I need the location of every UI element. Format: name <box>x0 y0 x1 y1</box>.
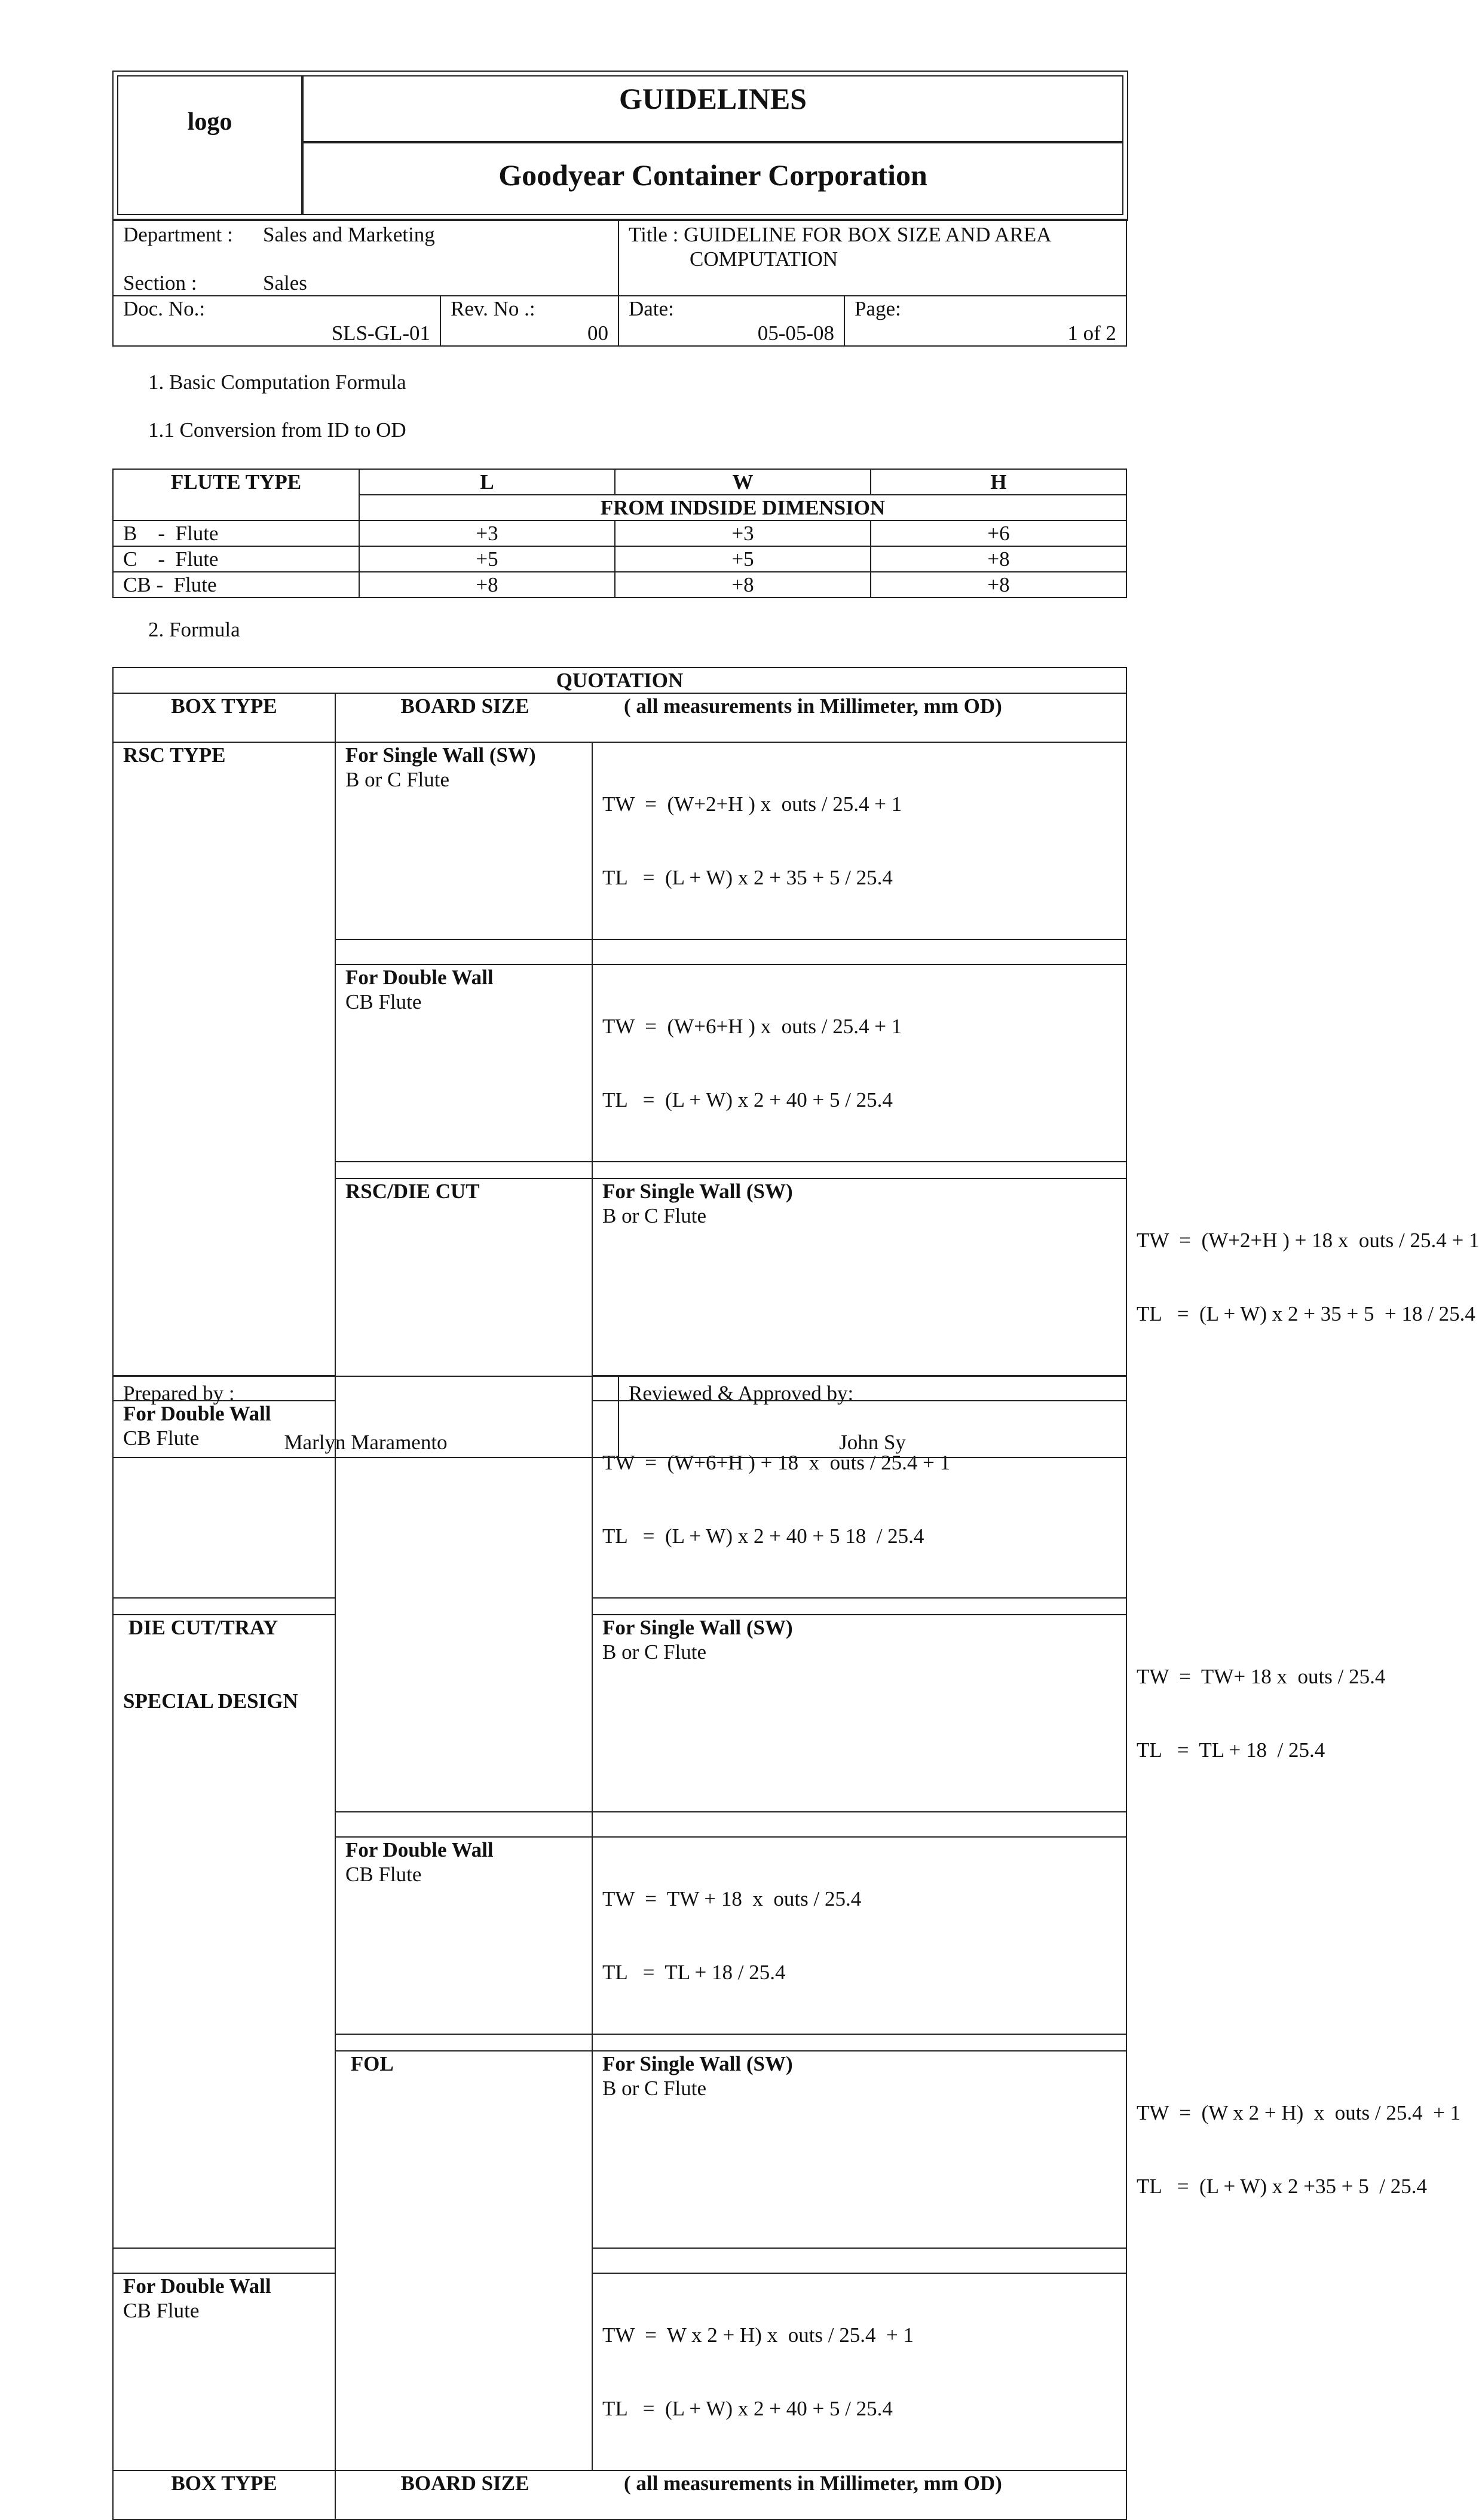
flute-type-cell: C - Flute <box>113 546 359 572</box>
heading-cell <box>302 75 1123 142</box>
tl-formula: TL = (L + W) x 2 + 40 + 5 / 25.4 <box>602 2397 893 2420</box>
double-wall-flute: CB Flute <box>345 1863 422 1886</box>
box-type-cell <box>335 1178 592 1812</box>
single-wall-flute: B or C Flute <box>602 1204 707 1227</box>
title-line1: Title : GUIDELINE FOR BOX SIZE AND AREA <box>629 223 1052 246</box>
table-row: DIE CUT/TRAY SPECIAL DESIGN For Single Wall (SW) B or C Flute TW = TW+ 18 x outs / 25.4 TL = TL + 18 / 25.4 <box>113 1615 1126 1812</box>
department-value: Sales and Marketing <box>263 223 435 246</box>
flute-type-header: FLUTE TYPE <box>113 469 359 520</box>
double-wall-label: For Double Wall <box>345 1838 494 1861</box>
flute-type-cell: CB - Flute <box>113 572 359 598</box>
single-wall-cell <box>335 742 592 939</box>
double-wall-formula-cell <box>592 1837 1126 2034</box>
date-value: 05-05-08 <box>757 321 834 345</box>
box-type-header: BOX TYPE <box>113 693 335 742</box>
h-header: H <box>871 469 1126 495</box>
single-wall-label: For Single Wall (SW) <box>602 2052 793 2075</box>
single-wall-cell <box>592 1615 1126 1812</box>
prepared-by-label: Prepared by : <box>123 1382 235 1405</box>
box-type-label-secondary: SPECIAL DESIGN <box>123 1689 298 1713</box>
board-size-header: BOARD SIZE <box>400 694 529 718</box>
single-wall-flute: B or C Flute <box>345 768 450 791</box>
double-wall-cell <box>335 1837 592 2034</box>
double-wall-label: For Double Wall <box>123 1402 271 1425</box>
single-wall-cell <box>592 2051 1126 2248</box>
doc-no-cell <box>113 296 440 346</box>
w-value-cell: +5 <box>615 546 871 572</box>
tw-formula: TW = TW + 18 x outs / 25.4 <box>602 1887 862 1910</box>
l-header: L <box>359 469 615 495</box>
document-info-table <box>112 219 1127 347</box>
box-type-label: RSC TYPE <box>123 743 226 767</box>
l-value-cell: +8 <box>359 572 615 598</box>
board-size-header-cell <box>335 693 1126 742</box>
tl-formula: TL = TL + 18 / 25.4 <box>602 1961 786 1984</box>
spacer-row <box>113 1598 1126 1615</box>
double-wall-formula-cell <box>592 2273 1126 2470</box>
table-row: RSC/DIE CUT For Single Wall (SW) B or C Flute TW = (W+2+H ) + 18 x outs / 25.4 + 1 TL = (L + W) x 2 + 35 + 5 + 18 / 25.4 <box>113 1178 1126 1376</box>
tw-formula: TW = (W+2+H ) x outs / 25.4 + 1 <box>602 792 902 816</box>
section-value: Sales <box>263 271 307 295</box>
footer-board-size-cell <box>335 2470 1126 2519</box>
single-wall-formula-cell <box>592 742 1126 939</box>
table-row <box>113 520 1126 546</box>
spacer-row <box>113 2248 1126 2273</box>
logo-placeholder <box>117 75 302 215</box>
double-wall-label: For Double Wall <box>345 966 494 989</box>
l-value-cell: +5 <box>359 546 615 572</box>
tl-formula: TL = (L + W) x 2 + 35 + 5 / 25.4 <box>602 866 893 889</box>
tw-formula: TW = W x 2 + H) x outs / 25.4 + 1 <box>602 2323 914 2347</box>
table-row <box>113 572 1126 598</box>
company-name: Goodyear Container Corporation <box>498 158 927 192</box>
tl-formula: TL = (L + W) x 2 + 40 + 5 18 / 25.4 <box>602 1524 924 1548</box>
tw-formula: TW = (W+6+H ) x outs / 25.4 + 1 <box>602 1015 902 1038</box>
approved-by-name: John Sy <box>839 1431 906 1454</box>
quotation-table <box>112 667 1479 2520</box>
footer-board-size-header: BOARD SIZE <box>400 2472 529 2495</box>
h-value-cell: +6 <box>871 520 1126 546</box>
approved-by-label: Reviewed & Approved by: <box>629 1382 854 1405</box>
box-type-cell <box>113 742 335 1376</box>
single-wall-cell <box>592 1178 1126 1376</box>
single-wall-flute: B or C Flute <box>602 1640 707 1664</box>
page-label: Page: <box>855 297 901 320</box>
title-line2: COMPUTATION <box>690 247 838 271</box>
page-cell <box>844 296 1126 346</box>
flute-type-cell: B - Flute <box>113 520 359 546</box>
single-wall-flute: B or C Flute <box>602 2077 707 2100</box>
table-row <box>113 546 1126 572</box>
signature-table <box>112 1376 1127 1458</box>
rev-no-cell <box>440 296 618 346</box>
page-value: 1 of 2 <box>1067 321 1116 345</box>
double-wall-flute: CB Flute <box>123 2299 200 2322</box>
box-type-label: RSC/DIE CUT <box>345 1180 480 1203</box>
box-type-label: FOL <box>345 2052 394 2075</box>
rev-no-label: Rev. No .: <box>451 297 535 320</box>
single-wall-label: For Single Wall (SW) <box>602 1180 793 1203</box>
rev-no-value: 00 <box>587 321 608 345</box>
logo-text: logo <box>187 108 232 136</box>
footer-measurement-note: ( all measurements in Millimeter, mm OD) <box>624 2472 1002 2495</box>
h-value-cell: +8 <box>871 546 1126 572</box>
doc-no-value: SLS-GL-01 <box>331 321 430 345</box>
box-type-cell <box>113 1615 335 2248</box>
table-row <box>113 742 1126 939</box>
section-label: Section : <box>123 271 197 295</box>
double-wall-label: For Double Wall <box>123 2274 271 2298</box>
section-heading-2: 2. Formula <box>148 618 240 641</box>
table-row <box>113 2273 1126 2470</box>
date-label: Date: <box>629 297 674 320</box>
footer-box-type-header: BOX TYPE <box>113 2470 335 2519</box>
inside-dimension-subheader: FROM INDSIDE DIMENSION <box>359 495 1126 520</box>
l-value-cell: +3 <box>359 520 615 546</box>
department-label: Department : <box>123 223 233 246</box>
document-header <box>112 71 1128 221</box>
h-value-cell: +8 <box>871 572 1126 598</box>
box-type-label: DIE CUT/TRAY <box>123 1616 278 1639</box>
table-row: FOL For Single Wall (SW) B or C Flute TW = (W x 2 + H) x outs / 25.4 + 1 TL = (L + W) x 2 +35 + 5 / 25.4 <box>113 2051 1126 2248</box>
document-heading: GUIDELINES <box>619 82 807 115</box>
double-wall-flute: CB Flute <box>345 990 422 1013</box>
tw-formula: TW = (W+6+H ) + 18 x outs / 25.4 + 1 <box>602 1451 951 1474</box>
tl-formula: TL = (L + W) x 2 + 40 + 5 / 25.4 <box>602 1088 893 1112</box>
company-cell <box>302 142 1123 215</box>
approved-by-cell <box>618 1376 1126 1458</box>
double-wall-flute: CB Flute <box>123 1426 200 1450</box>
single-wall-label: For Single Wall (SW) <box>602 1616 793 1639</box>
w-header: W <box>615 469 871 495</box>
double-wall-cell <box>335 964 592 1162</box>
prepared-by-cell <box>113 1376 618 1458</box>
w-value-cell: +3 <box>615 520 871 546</box>
flute-conversion-table <box>112 469 1127 598</box>
date-cell <box>618 296 844 346</box>
quotation-title: QUOTATION <box>113 667 1126 693</box>
double-wall-cell <box>113 2273 335 2470</box>
prepared-by-name: Marlyn Maramento <box>284 1431 448 1454</box>
section-heading-1: 1. Basic Computation Formula <box>148 371 406 394</box>
measurement-note: ( all measurements in Millimeter, mm OD) <box>624 694 1002 718</box>
double-wall-formula-cell <box>592 964 1126 1162</box>
single-wall-label: For Single Wall (SW) <box>345 743 536 767</box>
department-section-cell <box>113 219 618 296</box>
box-type-cell <box>335 2051 592 2470</box>
doc-no-label: Doc. No.: <box>123 297 206 320</box>
title-cell <box>618 219 1126 296</box>
w-value-cell: +8 <box>615 572 871 598</box>
section-heading-1-1: 1.1 Conversion from ID to OD <box>148 418 406 442</box>
